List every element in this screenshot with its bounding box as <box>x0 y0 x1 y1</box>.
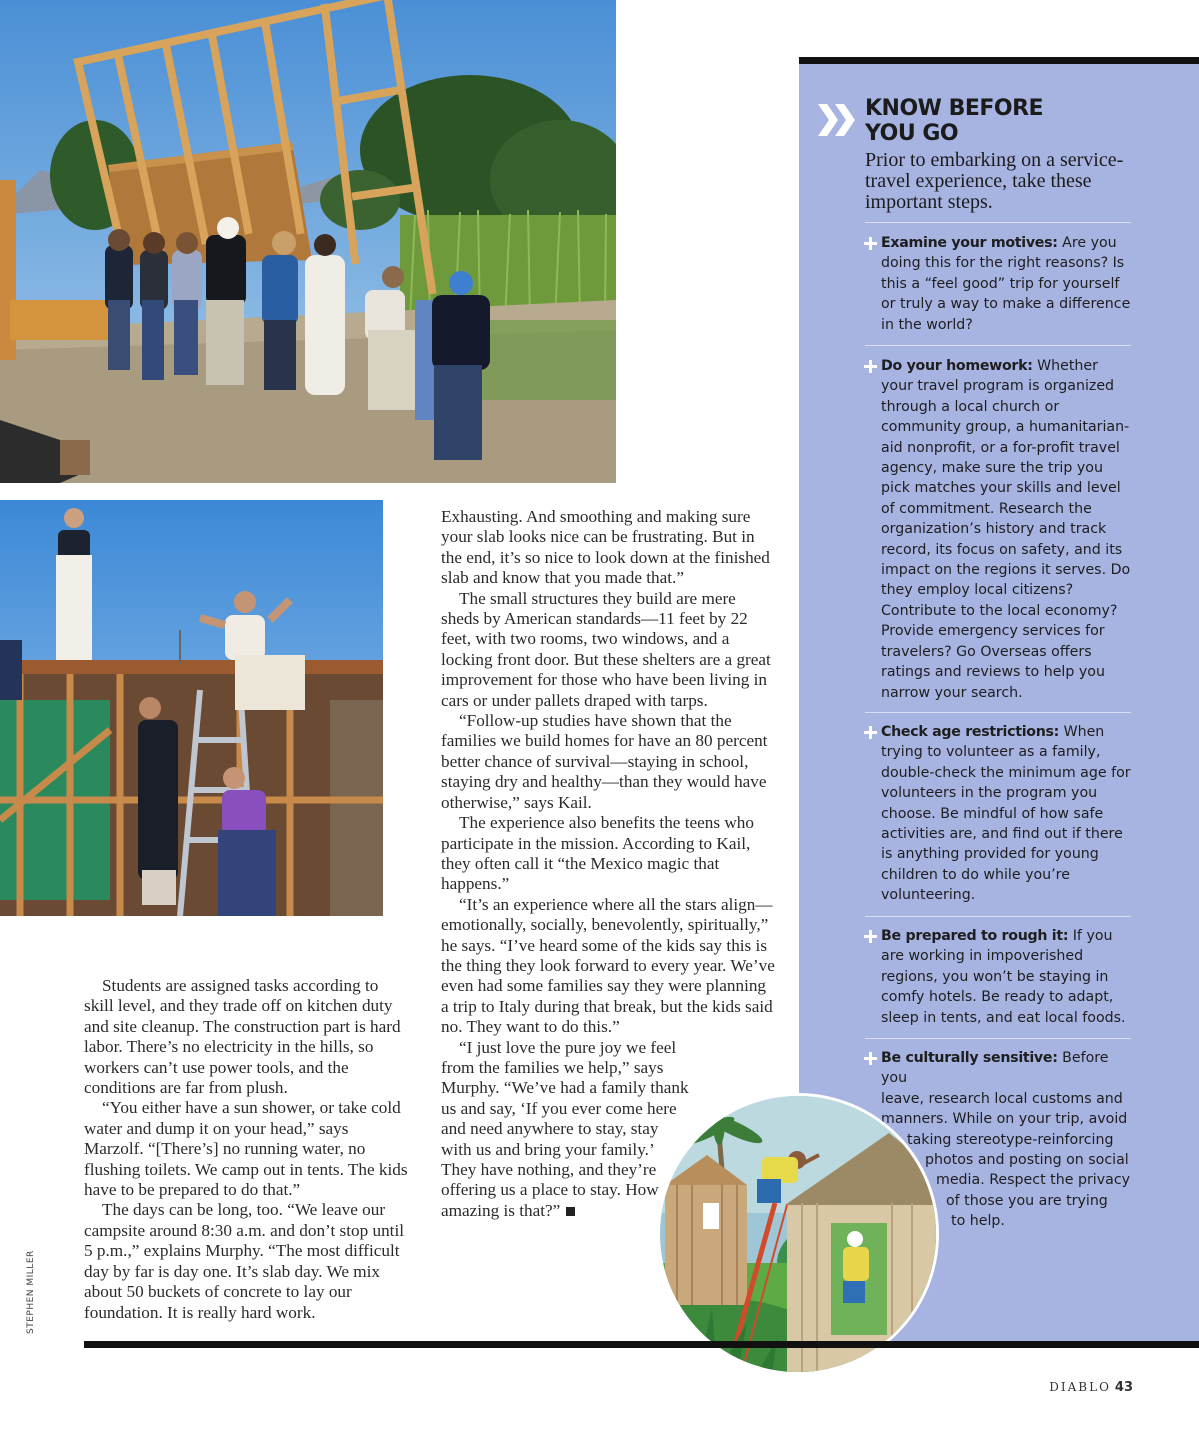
sidebar-divider <box>865 1038 1131 1039</box>
tip-text-line: media. Respect the privacy <box>936 1172 1131 1189</box>
photo-credit: STEPHEN MILLER <box>26 1250 36 1334</box>
plus-icon <box>864 726 877 739</box>
paragraph: “It’s an experience where all the stars align—emotionally, socially, benevolently, spiritually,” he says. “I’ve heard some of the kids say this is the thing they look forward to every year. We’ve even had some families say they were planning a trip to Italy during that break, but the kids said no. They want to do this.” <box>441 894 775 1037</box>
tip-text-line: of those you are trying <box>946 1192 1108 1209</box>
tip-text-line: manners. While on your trip, avoid <box>881 1111 1128 1128</box>
tip-text-line: taking stereotype-reinforcing <box>907 1131 1114 1148</box>
tip-examine-motives <box>881 233 1133 335</box>
magazine-name: DIABLO <box>1049 1380 1111 1394</box>
paragraph: The days can be long, too. “We leave our campsite around 8:30 a.m. and don’t stop until 5 p.m.,” explains Murphy. “The most difficult day by far is day one. It’s slab day. We mix about 50 buckets of concrete to lay our foundation. It is really hard work. <box>84 1200 404 1322</box>
sidebar-title-line: KNOW BEFORE <box>865 96 1044 121</box>
tip-do-homework <box>881 356 1133 703</box>
sidebar-divider <box>865 345 1131 346</box>
tip-text: If you are working in impoverished regions, you won’t be staying in comfy hotels. Be ready to adapt, sleep in tents, and eat local foods. <box>881 928 1126 1026</box>
tip-rough-it <box>881 926 1133 1028</box>
paragraph: The experience also benefits the teens who participate in the mission. According to Kail, they often call it “the Mexico magic that happens.” <box>441 813 754 894</box>
tip-label: Check age restrictions: <box>881 724 1060 740</box>
tip-text-line: photos and posting on social <box>925 1152 1129 1169</box>
sidebar-divider <box>865 712 1131 713</box>
photo-wall-raising <box>0 0 616 483</box>
footer-rule <box>84 1341 1199 1348</box>
building-illustration <box>657 1093 939 1375</box>
page-number: 43 <box>1114 1380 1133 1395</box>
article-column-1 <box>84 976 410 1323</box>
plus-icon <box>864 237 877 250</box>
page-folio <box>1049 1380 1133 1395</box>
tip-label: Be prepared to rough it: <box>881 928 1069 944</box>
tip-text: Whether your travel program is organized through a local church or community group, a humanitarian-aid nonprofit, or a for-profit travel agency, make sure the trip you pick matches your skills and level of commitment. Research the organization’s history and track record, its focus on safety, and its impact on the regions it serves. Do they employ local citizens? Contribute to the local economy? Provide emergency services for travelers? Go Overseas offers ratings and reviews to help you narrow your search. <box>881 358 1131 701</box>
paragraph-final-text: “I just love the pure joy we feel from the families we help,” says Murphy. “We’ve had a family thank us and say, ‘If you ever come here and need anywhere to stay, stay with us and bring your family.’ They have nothing, and they’re offering us a place to stay. How amazing is that?” <box>441 1037 689 1220</box>
sidebar-title <box>865 96 1165 146</box>
tip-text-line: leave, research local customs and <box>881 1090 1123 1107</box>
plus-icon <box>864 930 877 943</box>
double-chevron-icon <box>818 104 858 136</box>
paragraph: Students are assigned tasks according to skill level, and they trade off on kitchen duty and site cleanup. The construction part is hard labor. There’s no electricity in the hills, so workers can’t use power tools, and the conditions are far from plush. <box>84 976 401 1098</box>
tip-label: Examine your motives: <box>881 235 1058 251</box>
tip-text-line: Before you <box>881 1050 1109 1087</box>
paragraph: “Follow-up studies have shown that the families we build homes for have an 80 percent better chance of survival—staying in school, staying dry and healthy—than they would have otherwise,” says Kail. <box>441 711 768 812</box>
photo-volunteers-posing <box>0 500 383 916</box>
tip-text: Are you doing this for the right reasons? Is this a “feel good” trip for yourself or truly a way to make a difference in the world? <box>881 235 1131 333</box>
sidebar-top-rule <box>799 57 1199 64</box>
sidebar-title-line: YOU GO <box>865 121 959 146</box>
paragraph: “You either have a sun shower, or take cold water and dump it on your head,” says Marzolf. “[There’s] no running water, no flushing toilets. We camp out in tents. The kids have to be prepared to do that.” <box>84 1098 408 1200</box>
plus-icon <box>864 1052 877 1065</box>
tip-text-line: to help. <box>951 1213 1005 1230</box>
paragraph: The small structures they build are mere sheds by American standards—11 feet by 22 feet, with two rooms, two windows, and a locking front door. But these shelters are a great improvement for those who have been living in cars or under pallets draped with tarps. <box>441 588 771 710</box>
tip-label: Do your homework: <box>881 358 1033 374</box>
plus-icon <box>864 360 877 373</box>
sidebar-subtitle: Prior to embarking on a service-travel experience, take these important steps. <box>865 149 1124 213</box>
sidebar-divider <box>865 916 1131 917</box>
paragraph: Exhausting. And smoothing and making sure your slab looks nice can be frustrating. But in the end, it’s so nice to look down at the finished slab and know that you made that.” <box>441 507 770 588</box>
end-mark-icon <box>566 1207 575 1216</box>
tip-label: Be culturally sensitive: <box>881 1050 1058 1066</box>
tip-age-restrictions <box>881 722 1133 906</box>
sidebar-divider <box>865 222 1131 223</box>
tip-text: When trying to volunteer as a family, double-check the minimum age for volunteers in the program you choose. Be mindful of how safe activities are, and find out if there is anything provided for young children to do while you’re volunteering. <box>881 724 1131 904</box>
paragraph-final <box>441 1038 691 1222</box>
